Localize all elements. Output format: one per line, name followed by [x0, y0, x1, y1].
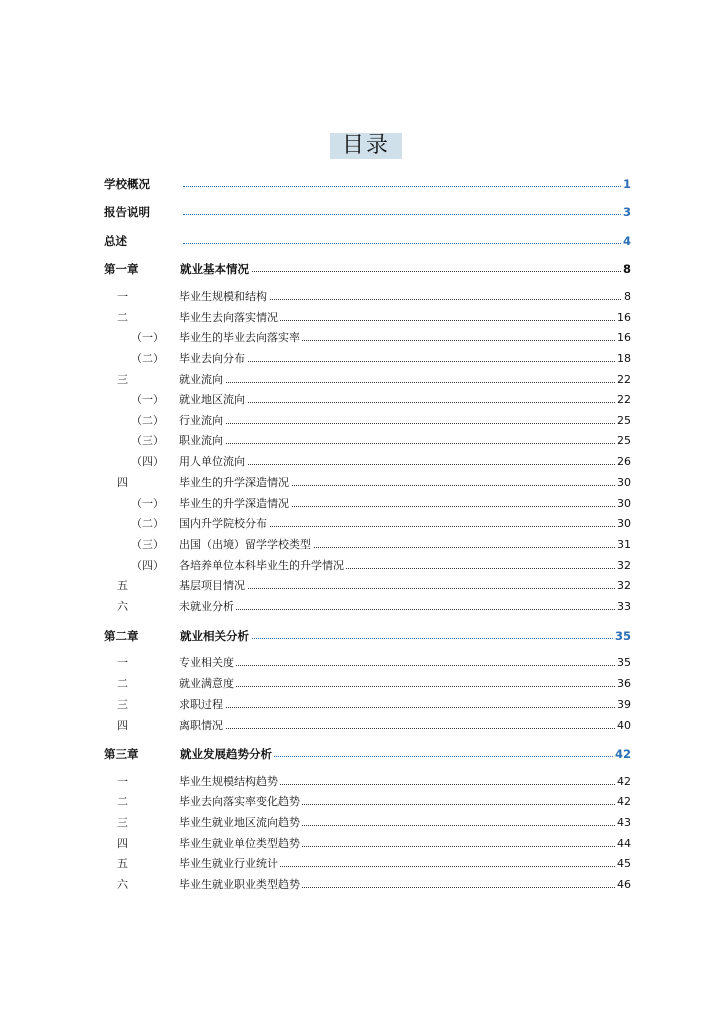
toc-entry[interactable]: [0, 232, 631, 250]
toc-entry-page: 42: [615, 793, 631, 811]
toc-entry-number: 第一章: [104, 262, 139, 276]
toc-entry-number: 三: [117, 373, 128, 386]
toc-entry-page: 30: [615, 474, 631, 492]
toc-entry-number: 三: [117, 816, 128, 829]
toc-entry-page: 32: [615, 577, 631, 595]
toc-entry-label: 毕业去向分布: [179, 350, 247, 368]
toc-entry-page: 35: [615, 654, 631, 672]
toc-entry[interactable]: [0, 391, 631, 409]
toc-dot-leader: [179, 382, 627, 383]
toc-dot-leader: [183, 186, 627, 187]
toc-dot-leader: [179, 686, 627, 687]
toc-entry-page: 8: [622, 288, 631, 306]
toc-entry-page: 45: [615, 855, 631, 873]
toc-entry-page: 22: [615, 391, 631, 409]
toc-entry-number: 第三章: [104, 747, 139, 761]
toc-entry[interactable]: [0, 835, 631, 853]
toc-entry-number: 第二章: [104, 629, 139, 643]
toc-entry-label: 毕业生就业行业统计: [179, 855, 280, 873]
toc-entry[interactable]: [0, 717, 631, 735]
toc-entry-number: （一）: [131, 497, 164, 510]
toc-entry[interactable]: [0, 309, 631, 327]
toc-entry[interactable]: [0, 453, 631, 471]
toc-entry-page: 25: [615, 432, 631, 450]
toc-entry-label: 就业相关分析: [180, 629, 249, 643]
toc-entry-page: 32: [615, 557, 631, 575]
toc-entry-number: 二: [117, 311, 128, 324]
toc-entry-number: 六: [117, 878, 128, 891]
toc-entry-label: 毕业去向落实率变化趋势: [179, 793, 302, 811]
toc-entry-page: 4: [622, 234, 631, 248]
toc-entry[interactable]: [0, 371, 631, 389]
toc-entry-page: 25: [615, 412, 631, 430]
toc-entry-label: 国内升学院校分布: [179, 515, 269, 533]
toc-entry-label: 就业基本情况: [180, 262, 249, 276]
toc-entry-page: 40: [615, 717, 631, 735]
toc-entry-number: （一）: [131, 331, 164, 344]
toc-entry-number: （二）: [131, 352, 164, 365]
toc-entry-page: 46: [615, 876, 631, 894]
toc-entry-label: 毕业生规模和结构: [179, 288, 269, 306]
toc-entry-label: 基层项目情况: [179, 577, 247, 595]
toc-entry-number: 二: [117, 677, 128, 690]
toc-entry-label: 毕业生去向落实情况: [179, 309, 280, 327]
toc-entry-page: 1: [622, 177, 631, 191]
toc-entry-number: 三: [117, 698, 128, 711]
toc-entry-label: 毕业生的升学深造情况: [179, 495, 291, 513]
toc-dot-leader: [179, 609, 627, 610]
toc-dot-leader: [179, 443, 627, 444]
toc-dot-leader: [183, 214, 627, 215]
toc-entry-label: 求职过程: [179, 696, 225, 714]
toc-entry[interactable]: [0, 536, 631, 554]
toc-dot-leader: [179, 707, 627, 708]
toc-entry-label: 职业流向: [179, 432, 225, 450]
toc-entry[interactable]: [0, 598, 631, 616]
toc-entry-number: 五: [117, 579, 128, 592]
toc-entry-label: 毕业生规模结构趋势: [179, 773, 280, 791]
toc-entry-number: 六: [117, 600, 128, 613]
toc-entry-number: （二）: [131, 517, 164, 530]
toc-entry-number: （二）: [131, 414, 164, 427]
toc-entry-number: （四）: [131, 455, 164, 468]
toc-dot-leader: [179, 665, 627, 666]
toc-entry-number: 总述: [104, 234, 127, 248]
toc-entry-number: （一）: [131, 393, 164, 406]
toc-entry[interactable]: [0, 627, 631, 645]
toc-entry[interactable]: [0, 557, 631, 575]
toc-entry-page: 31: [615, 536, 631, 554]
toc-entry[interactable]: [0, 696, 631, 714]
toc-entry[interactable]: [0, 577, 631, 595]
toc-entry-number: 五: [117, 857, 128, 870]
toc-entry[interactable]: [0, 793, 631, 811]
toc-entry-number: 一: [117, 290, 128, 303]
toc-entry-label: 未就业分析: [179, 598, 236, 616]
toc-entry-page: 42: [615, 773, 631, 791]
toc-entry[interactable]: [0, 474, 631, 492]
toc-entry-number: 四: [117, 476, 128, 489]
toc-entry[interactable]: [0, 260, 631, 278]
toc-entry-page: 16: [615, 329, 631, 347]
toc-entry-number: （四）: [131, 559, 164, 572]
toc-entry-page: 8: [622, 262, 631, 276]
toc-entry-page: 18: [615, 350, 631, 368]
toc-entry[interactable]: [0, 675, 631, 693]
toc-entry[interactable]: [0, 412, 631, 430]
toc-entry-label: 离职情况: [179, 717, 225, 735]
toc-entry[interactable]: [0, 855, 631, 873]
toc-dot-leader: [183, 243, 627, 244]
toc-entry-page: 33: [615, 598, 631, 616]
toc-entry-number: 二: [117, 795, 128, 808]
toc-entry-number: （三）: [131, 538, 164, 551]
toc-entry-label: 毕业生的升学深造情况: [179, 474, 291, 492]
toc-entry-page: 22: [615, 371, 631, 389]
toc-entry[interactable]: [0, 288, 631, 306]
toc-entry-number: 学校概况: [104, 177, 150, 191]
toc-entry[interactable]: [0, 814, 631, 832]
toc-entry-page: 42: [614, 747, 631, 761]
toc-entry-label: 各培养单位本科毕业生的升学情况: [179, 557, 346, 575]
toc-entry-page: 35: [614, 629, 631, 643]
toc-entry-page: 44: [615, 835, 631, 853]
toc-entry-page: 26: [615, 453, 631, 471]
toc-entry-label: 行业流向: [179, 412, 225, 430]
toc-dot-leader: [179, 423, 627, 424]
toc-entry[interactable]: [0, 175, 631, 193]
toc-entry-number: 一: [117, 775, 128, 788]
toc-entry[interactable]: [0, 745, 631, 763]
toc-entry-label: 毕业生的毕业去向落实率: [179, 329, 302, 347]
toc-entry-number: 四: [117, 837, 128, 850]
toc-entry[interactable]: [0, 495, 631, 513]
toc-entry[interactable]: [0, 654, 631, 672]
toc-entry-page: 3: [622, 205, 631, 219]
toc-entry-number: 四: [117, 719, 128, 732]
toc-entry-label: 就业流向: [179, 371, 225, 389]
toc-entry-page: 43: [615, 814, 631, 832]
toc-entry[interactable]: [0, 203, 631, 221]
toc-entry-number: 一: [117, 656, 128, 669]
toc-entry-label: 专业相关度: [179, 654, 236, 672]
toc-entry[interactable]: [0, 329, 631, 347]
toc-entry-label: 用人单位流向: [179, 453, 247, 471]
toc-entry-number: 报告说明: [104, 205, 150, 219]
toc-entry-label: 就业发展趋势分析: [180, 747, 272, 761]
toc-entry-label: 出国（出境）留学学校类型: [179, 536, 313, 554]
toc-entry-page: 16: [615, 309, 631, 327]
toc-entry-page: 39: [615, 696, 631, 714]
toc-dot-leader: [179, 728, 627, 729]
toc-entry[interactable]: [0, 350, 631, 368]
page-title: 目录: [330, 133, 402, 159]
toc-entry-label: 毕业生就业职业类型趋势: [179, 876, 302, 894]
toc-entry-label: 就业地区流向: [179, 391, 247, 409]
toc-entry[interactable]: [0, 773, 631, 791]
toc-entry-number: （三）: [131, 434, 164, 447]
toc-entry-label: 毕业生就业单位类型趋势: [179, 835, 302, 853]
toc-entry[interactable]: [0, 432, 631, 450]
toc-entry-page: 36: [615, 675, 631, 693]
toc-entry-label: 就业满意度: [179, 675, 236, 693]
toc-entry-label: 毕业生就业地区流向趋势: [179, 814, 302, 832]
toc-entry-page: 30: [615, 515, 631, 533]
toc-entry[interactable]: [0, 515, 631, 533]
toc-entry[interactable]: [0, 876, 631, 894]
toc-entry-page: 30: [615, 495, 631, 513]
